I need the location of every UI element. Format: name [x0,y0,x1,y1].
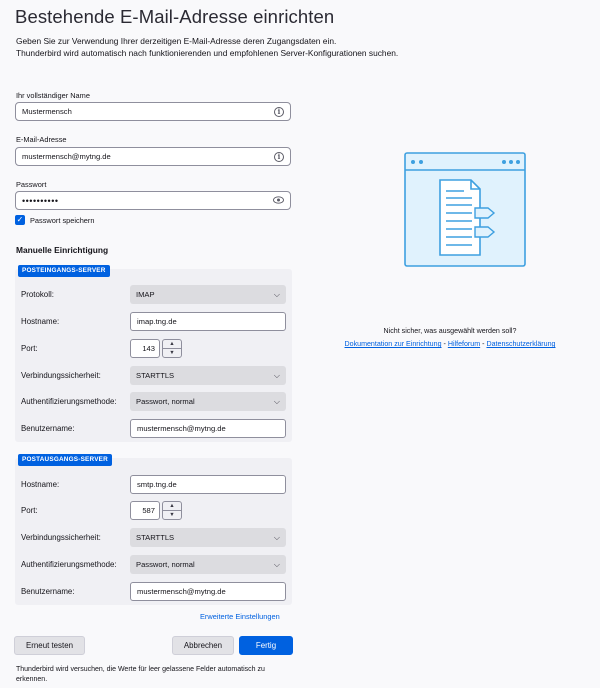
info-icon[interactable]: i [274,152,284,162]
password-value: •••••••••• [22,195,59,206]
email-input[interactable] [15,147,291,166]
privacy-link[interactable]: Datenschutzerklärung [486,340,556,348]
cancel-button[interactable]: Abbrechen [172,636,234,655]
outgoing-security-select[interactable] [130,528,286,547]
page-title: Bestehende E-Mail-Adresse einrichten [15,6,335,27]
checkmark-icon[interactable]: ✓ [16,215,24,224]
incoming-port-label: Port: [21,344,38,353]
outgoing-security-label: Verbindungssicherheit: [21,533,101,542]
incoming-auth-select[interactable] [130,392,286,411]
help-question: Nicht sicher, was ausgewählt werden soll? [383,327,517,335]
intro-text [16,35,398,59]
chevron-down-icon: ⌵ [273,559,280,569]
outgoing-auth-label: Authentifizierungsmethode: [21,560,117,569]
outgoing-port-label: Port: [21,506,38,515]
incoming-port-stepper[interactable] [162,339,182,358]
outgoing-auth-select[interactable] [130,555,286,574]
outgoing-port-value: 587 [142,506,155,515]
incoming-hostname-value: imap.tng.de [137,317,177,326]
incoming-username-value: mustermensch@mytng.de [137,424,226,433]
name-input[interactable] [15,102,291,121]
chevron-down-icon: ⌵ [273,396,280,406]
help-forum-link[interactable]: Hilfeforum [447,340,481,348]
footer-note: Thunderbird wird versuchen, die Werte für leer gelassene Felder automatisch zu erkennen. [16,666,265,683]
name-value: Mustermensch [22,107,72,116]
incoming-username-label: Benutzername: [21,424,75,433]
incoming-port-value: 143 [142,344,155,353]
intro-line-2: Thunderbird wird automatisch nach funktionierenden und empfohlenen Server-Konfigurationen suchen. [16,48,399,58]
incoming-server-badge: POSTEINGANGS-SERVER [18,265,110,277]
incoming-auth-label: Authentifizierungsmethode: [21,397,117,406]
incoming-protocol-label: Protokoll: [21,290,54,299]
help-separator: - [480,340,487,348]
incoming-security-label: Verbindungssicherheit: [21,371,101,380]
outgoing-username-label: Benutzername: [21,587,75,596]
document-illustration-icon [330,125,570,290]
name-label: Ihr vollständiger Name [16,91,90,100]
outgoing-hostname-label: Hostname: [21,480,60,489]
outgoing-username-value: mustermensch@mytng.de [137,587,226,596]
password-label: Passwort [16,180,47,189]
incoming-protocol-value: IMAP [136,290,155,299]
outgoing-port-input[interactable] [130,501,160,520]
outgoing-hostname-input[interactable] [130,475,286,494]
incoming-auth-value: Passwort, normal [136,397,195,406]
manual-setup-heading: Manuelle Einrichtigung [16,245,109,255]
stepper-up-icon[interactable]: ▲ [163,340,181,349]
outgoing-port-stepper[interactable] [162,501,182,520]
advanced-settings-link[interactable]: Erweiterte Einstellungen [200,612,280,621]
stepper-down-icon[interactable]: ▼ [169,350,175,356]
outgoing-security-value: STARTTLS [136,533,175,542]
remember-password-label: Passwort speichern [30,215,95,225]
done-button[interactable]: Fertig [239,636,293,655]
remember-password-checkbox[interactable] [15,215,95,225]
email-value: mustermensch@mytng.de [22,152,111,161]
help-separator: - [441,340,448,348]
setup-docs-link[interactable]: Dokumentation zur Einrichtung [344,340,442,348]
incoming-security-value: STARTTLS [136,371,175,380]
incoming-hostname-input[interactable] [130,312,286,331]
incoming-port-input[interactable] [130,339,160,358]
chevron-down-icon: ⌵ [273,532,280,542]
chevron-down-icon: ⌵ [273,370,280,380]
incoming-username-input[interactable] [130,419,286,438]
help-links [300,340,600,348]
info-icon[interactable]: i [274,107,284,117]
email-label: E-Mail-Adresse [16,135,67,144]
outgoing-auth-value: Passwort, normal [136,560,195,569]
incoming-hostname-label: Hostname: [21,317,60,326]
incoming-protocol-select[interactable] [130,285,286,304]
outgoing-server-badge: POSTAUSGANGS-SERVER [18,454,112,466]
chevron-down-icon: ⌵ [273,289,280,299]
retest-button[interactable]: Erneut testen [14,636,85,655]
outgoing-username-input[interactable] [130,582,286,601]
intro-line-1: Geben Sie zur Verwendung Ihrer derzeitigen E-Mail-Adresse deren Zugangsdaten ein. [16,36,337,46]
stepper-up-icon[interactable]: ▲ [163,502,181,511]
outgoing-hostname-value: smtp.tng.de [137,480,177,489]
incoming-security-select[interactable] [130,366,286,385]
password-input[interactable] [15,191,291,210]
eye-icon[interactable] [273,196,284,206]
stepper-down-icon[interactable]: ▼ [169,512,175,518]
